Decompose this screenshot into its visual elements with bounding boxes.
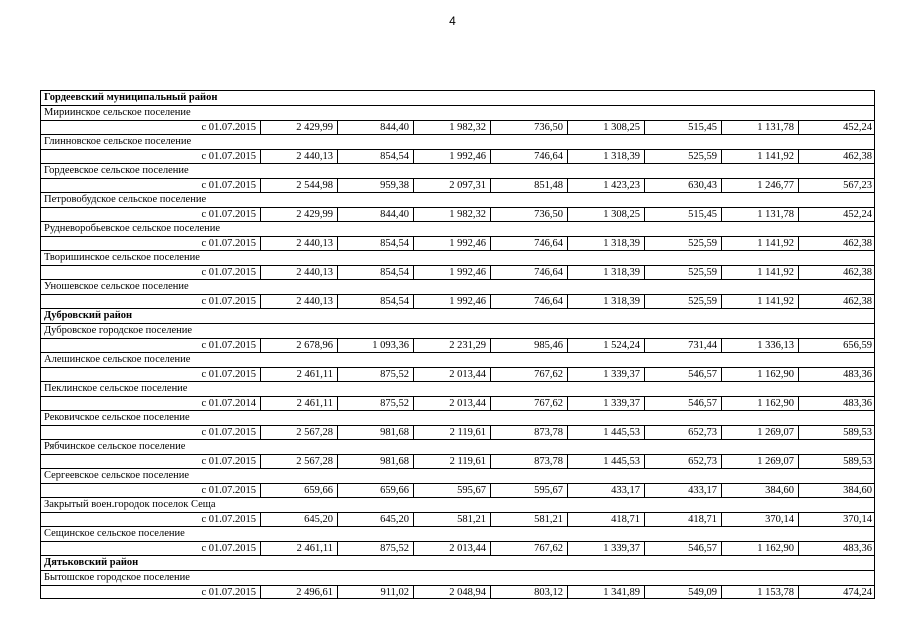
value-cell: 1 992,46 (413, 150, 490, 163)
settlement-name: Петровобудское сельское поселение (44, 194, 207, 205)
value-cell: 452,24 (798, 121, 876, 134)
page-number: 4 (449, 14, 456, 28)
value-cell: 854,54 (337, 295, 413, 308)
value-cell: 1 341,89 (567, 586, 644, 599)
value-cell: 2 429,99 (260, 208, 337, 221)
date-cell: с 01.07.2015 (201, 427, 256, 438)
value-cell: 1 992,46 (413, 237, 490, 250)
value-cell: 595,67 (413, 484, 490, 497)
value-cell: 452,24 (798, 208, 876, 221)
value-cell: 1 445,53 (567, 455, 644, 468)
value-cell: 1 318,39 (567, 237, 644, 250)
settlement-name: Дубровское городское поселение (44, 325, 193, 336)
value-cell: 462,38 (798, 266, 876, 279)
value-cell: 875,52 (337, 368, 413, 381)
value-cell: 981,68 (337, 426, 413, 439)
value-cell: 1 141,92 (721, 295, 798, 308)
settlement-row (40, 163, 875, 178)
value-cell: 1 318,39 (567, 295, 644, 308)
value-cell: 2 231,29 (413, 339, 490, 352)
value-cell: 2 013,44 (413, 542, 490, 555)
table-row (40, 396, 875, 410)
value-cell: 1 162,90 (721, 397, 798, 410)
value-cell: 873,78 (490, 455, 567, 468)
table-row (40, 149, 875, 163)
table-row (40, 236, 875, 250)
date-cell: с 01.07.2015 (201, 238, 256, 249)
value-cell: 2 048,94 (413, 586, 490, 599)
value-cell: 2 567,28 (260, 426, 337, 439)
value-cell: 1 141,92 (721, 266, 798, 279)
value-cell: 418,71 (644, 513, 721, 526)
table-row (40, 178, 875, 192)
value-cell: 1 445,53 (567, 426, 644, 439)
value-cell: 2 013,44 (413, 397, 490, 410)
value-cell: 1 141,92 (721, 150, 798, 163)
value-cell: 1 153,78 (721, 586, 798, 599)
value-cell: 462,38 (798, 150, 876, 163)
value-cell: 462,38 (798, 295, 876, 308)
tariff-table (40, 90, 875, 599)
value-cell: 985,46 (490, 339, 567, 352)
value-cell: 1 992,46 (413, 266, 490, 279)
value-cell: 483,36 (798, 542, 876, 555)
settlement-row (40, 279, 875, 294)
value-cell: 2 013,44 (413, 368, 490, 381)
district-header-row (40, 555, 875, 570)
value-cell: 433,17 (644, 484, 721, 497)
value-cell: 595,67 (490, 484, 567, 497)
settlement-name: Алешинское сельское поселение (44, 354, 191, 365)
value-cell: 581,21 (490, 513, 567, 526)
value-cell: 525,59 (644, 150, 721, 163)
value-cell: 1 982,32 (413, 121, 490, 134)
value-cell: 525,59 (644, 295, 721, 308)
district-name: Гордеевский муниципальный район (44, 92, 218, 103)
value-cell: 875,52 (337, 397, 413, 410)
value-cell: 1 162,90 (721, 542, 798, 555)
settlement-name: Рековичское сельское поселение (44, 412, 190, 423)
value-cell: 483,36 (798, 368, 876, 381)
value-cell: 370,14 (721, 513, 798, 526)
settlement-name: Пеклинское сельское поселение (44, 383, 188, 394)
settlement-row (40, 134, 875, 149)
value-cell: 736,50 (490, 208, 567, 221)
value-cell: 384,60 (721, 484, 798, 497)
value-cell: 803,12 (490, 586, 567, 599)
date-cell: с 01.07.2015 (201, 209, 256, 220)
date-cell: с 01.07.2014 (201, 398, 256, 409)
value-cell: 2 119,61 (413, 455, 490, 468)
value-cell: 2 440,13 (260, 150, 337, 163)
value-cell: 1 982,32 (413, 208, 490, 221)
value-cell: 515,45 (644, 121, 721, 134)
value-cell: 1 131,78 (721, 121, 798, 134)
value-cell: 2 461,11 (260, 397, 337, 410)
value-cell: 2 567,28 (260, 455, 337, 468)
value-cell: 2 461,11 (260, 368, 337, 381)
value-cell: 549,09 (644, 586, 721, 599)
value-cell: 2 440,13 (260, 295, 337, 308)
value-cell: 525,59 (644, 237, 721, 250)
table-row (40, 367, 875, 381)
value-cell: 767,62 (490, 368, 567, 381)
value-cell: 483,36 (798, 397, 876, 410)
value-cell: 515,45 (644, 208, 721, 221)
value-cell: 2 461,11 (260, 542, 337, 555)
value-cell: 731,44 (644, 339, 721, 352)
settlement-name: Закрытый воен.городок поселок Сеща (44, 499, 216, 510)
value-cell: 433,17 (567, 484, 644, 497)
value-cell: 844,40 (337, 121, 413, 134)
value-cell: 1 318,39 (567, 266, 644, 279)
value-cell: 652,73 (644, 426, 721, 439)
settlement-name: Творишинское сельское поселение (44, 252, 200, 263)
value-cell: 2 496,61 (260, 586, 337, 599)
value-cell: 589,53 (798, 426, 876, 439)
settlement-name: Рябчинское сельское поселение (44, 441, 186, 452)
settlement-row (40, 526, 875, 541)
value-cell: 1 093,36 (337, 339, 413, 352)
value-cell: 746,64 (490, 237, 567, 250)
value-cell: 2 440,13 (260, 266, 337, 279)
settlement-row (40, 352, 875, 367)
value-cell: 746,64 (490, 295, 567, 308)
value-cell: 2 544,98 (260, 179, 337, 192)
value-cell: 1 246,77 (721, 179, 798, 192)
district-name: Дятьковский район (44, 557, 139, 568)
value-cell: 2 119,61 (413, 426, 490, 439)
date-cell: с 01.07.2015 (201, 543, 256, 554)
date-cell: с 01.07.2015 (201, 267, 256, 278)
settlement-row (40, 410, 875, 425)
value-cell: 2 678,96 (260, 339, 337, 352)
value-cell: 911,02 (337, 586, 413, 599)
settlement-name: Бытошское городское поселение (44, 572, 190, 583)
value-cell: 854,54 (337, 266, 413, 279)
value-cell: 2 440,13 (260, 237, 337, 250)
date-cell: с 01.07.2015 (201, 456, 256, 467)
settlement-name: Глинновское сельское поселение (44, 136, 192, 147)
date-cell: с 01.07.2015 (201, 122, 256, 133)
settlement-name: Мириинское сельское поселение (44, 107, 191, 118)
settlement-row (40, 250, 875, 265)
district-header-row (40, 90, 875, 105)
value-cell: 1 423,23 (567, 179, 644, 192)
value-cell: 1 131,78 (721, 208, 798, 221)
table-row (40, 483, 875, 497)
value-cell: 1 318,39 (567, 150, 644, 163)
value-cell: 1 162,90 (721, 368, 798, 381)
value-cell: 2 097,31 (413, 179, 490, 192)
value-cell: 645,20 (260, 513, 337, 526)
value-cell: 659,66 (260, 484, 337, 497)
value-cell: 630,43 (644, 179, 721, 192)
table-row (40, 585, 875, 599)
settlement-name: Сергеевское сельское поселение (44, 470, 190, 481)
value-cell: 844,40 (337, 208, 413, 221)
value-cell: 1 339,37 (567, 397, 644, 410)
value-cell: 746,64 (490, 266, 567, 279)
value-cell: 1 339,37 (567, 368, 644, 381)
date-cell: с 01.07.2015 (201, 485, 256, 496)
value-cell: 418,71 (567, 513, 644, 526)
table-row (40, 338, 875, 352)
value-cell: 1 992,46 (413, 295, 490, 308)
settlement-row (40, 439, 875, 454)
settlement-row (40, 570, 875, 585)
settlement-name: Гордеевское сельское поселение (44, 165, 189, 176)
table-row (40, 425, 875, 439)
date-cell: с 01.07.2015 (201, 296, 256, 307)
value-cell: 959,38 (337, 179, 413, 192)
value-cell: 2 429,99 (260, 121, 337, 134)
value-cell: 525,59 (644, 266, 721, 279)
value-cell: 1 269,07 (721, 455, 798, 468)
value-cell: 589,53 (798, 455, 876, 468)
value-cell: 474,24 (798, 586, 876, 599)
value-cell: 462,38 (798, 237, 876, 250)
value-cell: 1 336,13 (721, 339, 798, 352)
value-cell: 652,73 (644, 455, 721, 468)
value-cell: 767,62 (490, 542, 567, 555)
value-cell: 546,57 (644, 542, 721, 555)
value-cell: 659,66 (337, 484, 413, 497)
settlement-row (40, 105, 875, 120)
value-cell: 981,68 (337, 455, 413, 468)
settlement-row (40, 497, 875, 512)
table-row (40, 512, 875, 526)
value-cell: 854,54 (337, 237, 413, 250)
value-cell: 875,52 (337, 542, 413, 555)
value-cell: 1 308,25 (567, 208, 644, 221)
settlement-row (40, 468, 875, 483)
value-cell: 656,59 (798, 339, 876, 352)
value-cell: 746,64 (490, 150, 567, 163)
settlement-name: Сещинское сельское поселение (44, 528, 185, 539)
value-cell: 767,62 (490, 397, 567, 410)
value-cell: 581,21 (413, 513, 490, 526)
date-cell: с 01.07.2015 (201, 340, 256, 351)
table-row (40, 541, 875, 555)
value-cell: 1 269,07 (721, 426, 798, 439)
value-cell: 736,50 (490, 121, 567, 134)
table-row (40, 454, 875, 468)
value-cell: 370,14 (798, 513, 876, 526)
date-cell: с 01.07.2015 (201, 587, 256, 598)
value-cell: 1 308,25 (567, 121, 644, 134)
value-cell: 1 339,37 (567, 542, 644, 555)
table-row (40, 294, 875, 308)
date-cell: с 01.07.2015 (201, 180, 256, 191)
value-cell: 546,57 (644, 368, 721, 381)
value-cell: 546,57 (644, 397, 721, 410)
value-cell: 645,20 (337, 513, 413, 526)
table-row (40, 120, 875, 134)
value-cell: 851,48 (490, 179, 567, 192)
district-name: Дубровский район (44, 310, 133, 321)
settlement-row (40, 323, 875, 338)
settlement-row (40, 381, 875, 396)
table-row (40, 207, 875, 221)
value-cell: 873,78 (490, 426, 567, 439)
value-cell: 1 141,92 (721, 237, 798, 250)
settlement-row (40, 221, 875, 236)
date-cell: с 01.07.2015 (201, 369, 256, 380)
settlement-row (40, 192, 875, 207)
value-cell: 1 524,24 (567, 339, 644, 352)
settlement-name: Рудневоробьевское сельское поселение (44, 223, 221, 234)
settlement-name: Уношевское сельское поселение (44, 281, 189, 292)
value-cell: 854,54 (337, 150, 413, 163)
table-row (40, 265, 875, 279)
value-cell: 384,60 (798, 484, 876, 497)
date-cell: с 01.07.2015 (201, 151, 256, 162)
district-header-row (40, 308, 875, 323)
value-cell: 567,23 (798, 179, 876, 192)
date-cell: с 01.07.2015 (201, 514, 256, 525)
